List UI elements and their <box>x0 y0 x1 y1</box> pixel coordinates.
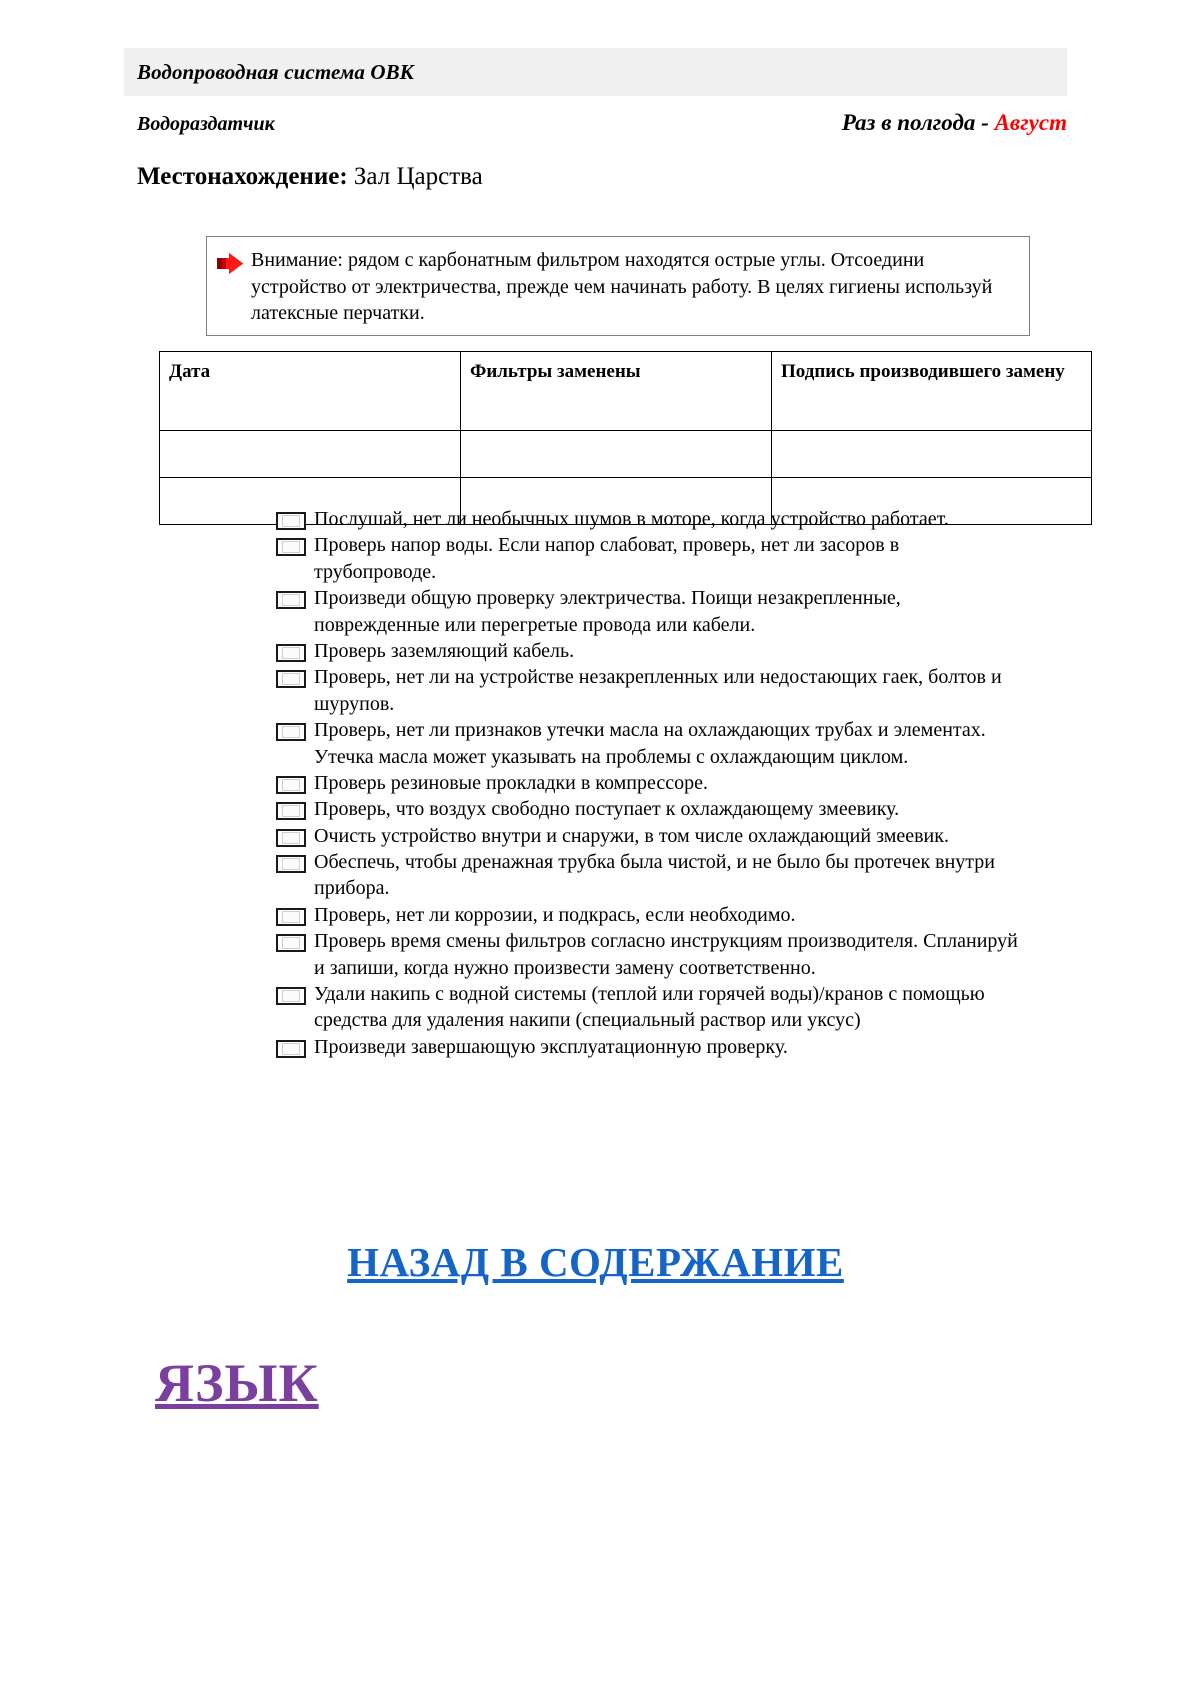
column-header-date: Дата <box>160 352 461 431</box>
list-item-label: Обеспечь, чтобы дренажная трубка была чистой, и не было бы протечек внутри прибора. <box>314 851 995 900</box>
back-to-contents-container <box>0 1238 1191 1286</box>
list-item-label: Удали накипь с водной системы (теплой или горячей воды)/кранов с помощью средства для удаления накипи (специальный раствор или уксус) <box>314 983 985 1032</box>
list-item-label: Проверь заземляющий кабель. <box>314 639 575 662</box>
list-item-label: Очисть устройство внутри и снаружи, в том числе охлаждающий змеевик. <box>314 824 949 847</box>
filter-change-log-table <box>159 351 1092 525</box>
location-label: Местонахождение: <box>137 163 348 190</box>
back-to-contents-link[interactable]: НАЗАД В СОДЕРЖАНИЕ <box>347 1239 844 1285</box>
subheader-row <box>137 110 1067 136</box>
month-label: Август <box>994 110 1067 135</box>
maintenance-checklist <box>276 506 1021 1060</box>
location-line <box>137 163 483 191</box>
checkbox-icon[interactable] <box>276 512 306 530</box>
list-item-label: Проверь, нет ли на устройстве незакрепленных или недостающих гаек, болтов и шурупов. <box>314 666 1002 715</box>
list-item[interactable] <box>276 796 1021 822</box>
language-link-container <box>155 1352 319 1414</box>
checkbox-icon[interactable] <box>276 644 306 662</box>
system-title: Водопроводная система ОВК <box>137 59 415 84</box>
list-item[interactable] <box>276 664 1021 717</box>
list-item-label: Проверь резиновые прокладки в компрессоре. <box>314 771 708 794</box>
checkbox-icon[interactable] <box>276 802 306 820</box>
list-item[interactable] <box>276 770 1021 796</box>
column-header-filters-replaced: Фильтры заменены <box>461 352 772 431</box>
list-item-label: Произведи общую проверку электричества. Поищи незакрепленные, поврежденные или перегретые провода или кабели. <box>314 587 901 636</box>
list-item[interactable] <box>276 849 1021 902</box>
list-item-label: Произведи завершающую эксплуатационную проверку. <box>314 1035 788 1058</box>
cell-signature[interactable] <box>772 431 1092 478</box>
checkbox-icon[interactable] <box>276 591 306 609</box>
list-item[interactable] <box>276 638 1021 664</box>
list-item-label: Проверь напор воды. Если напор слабоват, проверь, нет ли засоров в трубопроводе. <box>314 534 900 583</box>
cell-date[interactable] <box>160 431 461 478</box>
checkbox-icon[interactable] <box>276 987 306 1005</box>
checkbox-icon[interactable] <box>276 776 306 794</box>
list-item[interactable] <box>276 717 1021 770</box>
checkbox-icon[interactable] <box>276 1040 306 1058</box>
list-item[interactable] <box>276 532 1021 585</box>
list-item-label: Проверь, нет ли коррозии, и подкрась, если необходимо. <box>314 903 796 926</box>
language-link[interactable]: ЯЗЫК <box>155 1353 319 1413</box>
list-item[interactable] <box>276 823 1021 849</box>
list-item[interactable] <box>276 981 1021 1034</box>
list-item[interactable] <box>276 902 1021 928</box>
checkbox-icon[interactable] <box>276 855 306 873</box>
checkbox-icon[interactable] <box>276 538 306 556</box>
frequency-badge <box>842 110 1067 136</box>
checkbox-icon[interactable] <box>276 723 306 741</box>
device-name: Водораздатчик <box>137 113 275 135</box>
list-item-label: Проверь, что воздух свободно поступает к охлаждающему змеевику. <box>314 798 900 821</box>
red-arrow-icon <box>215 252 245 276</box>
column-header-signature: Подпись производившего замену <box>772 352 1092 431</box>
table-header-row <box>160 352 1092 431</box>
frequency-separator: - <box>981 110 989 135</box>
header-band <box>124 48 1067 96</box>
table-row[interactable] <box>160 431 1092 478</box>
list-item[interactable] <box>276 1034 1021 1060</box>
checkbox-icon[interactable] <box>276 908 306 926</box>
location-value: Зал Царства <box>353 163 483 190</box>
warning-box <box>206 236 1030 336</box>
list-item-label: Послушай, нет ли необычных шумов в моторе, когда устройство работает. <box>314 508 949 530</box>
list-item[interactable] <box>276 585 1021 638</box>
checkbox-icon[interactable] <box>276 670 306 688</box>
list-item-label: Проверь, нет ли признаков утечки масла на охлаждающих трубах и элементах. Утечка масла может указывать на проблемы с охлаждающим циклом. <box>314 719 986 768</box>
checkbox-icon[interactable] <box>276 934 306 952</box>
cell-filters-replaced[interactable] <box>461 431 772 478</box>
frequency-label: Раз в полгода <box>841 110 976 135</box>
checkbox-icon[interactable] <box>276 829 306 847</box>
list-item[interactable] <box>276 506 1021 532</box>
list-item[interactable] <box>276 928 1021 981</box>
warning-text: Внимание: рядом с карбонатным фильтром находятся острые углы. Отсоедини устройство от электричества, прежде чем начинать работу. В целях гигиены используй латексные перчатки. <box>251 249 993 325</box>
list-item-label: Проверь время смены фильтров согласно инструкциям производителя. Спланируй и запиши, когда нужно произвести замену соответственно. <box>314 930 1018 979</box>
